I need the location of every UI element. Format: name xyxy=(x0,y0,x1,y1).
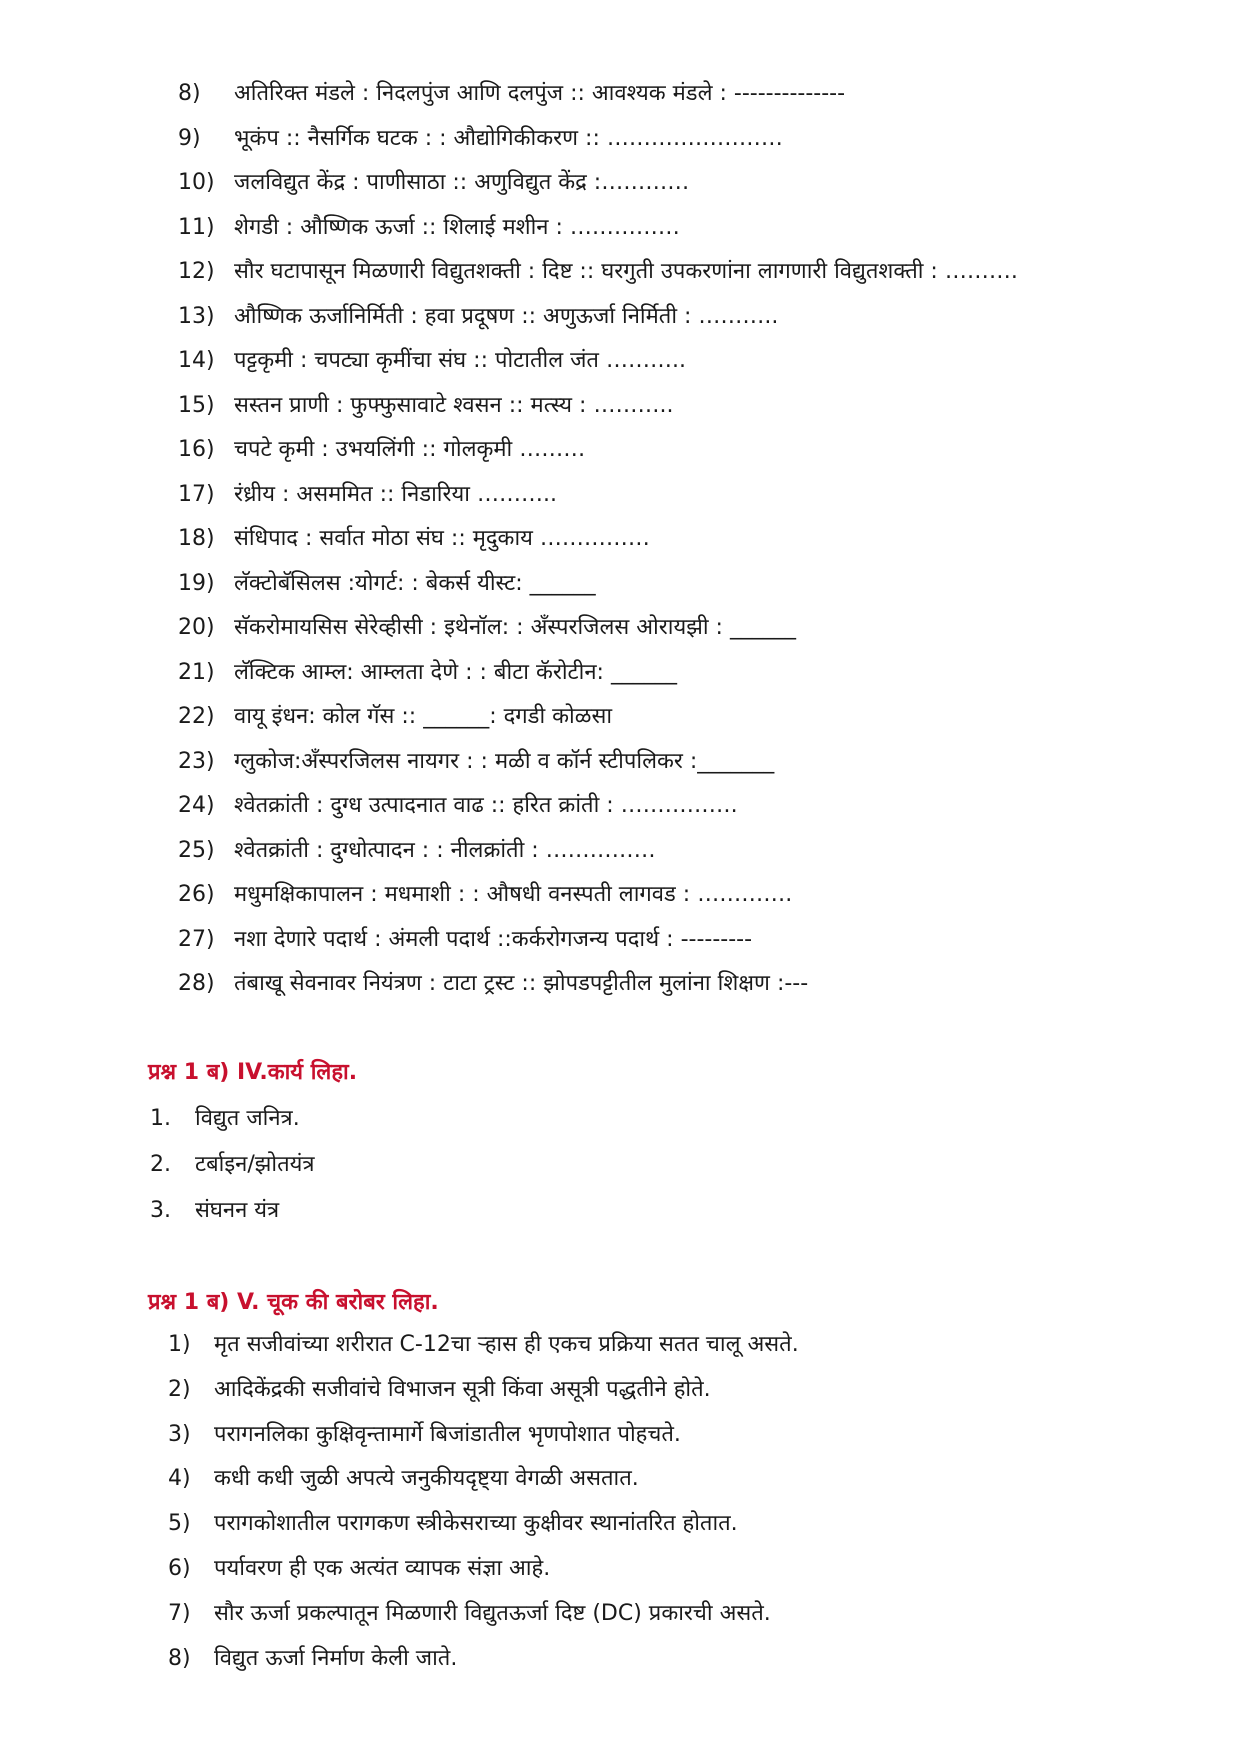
section-heading-v: प्रश्न 1 ब) V. चूक की बरोबर लिहा. xyxy=(148,1290,439,1315)
item-text: विद्युत ऊर्जा निर्माण केली जाते. xyxy=(214,1645,458,1671)
item-text: पट्टकृमी : चपट्या कृमींचा संघ :: पोटातील जंत ……….. xyxy=(234,348,686,373)
item-number: 6) xyxy=(168,1555,191,1581)
item-text: परागकोशातील परागकण स्त्रीकेसराच्या कुक्षीवर स्थानांतरित होतात. xyxy=(214,1511,738,1537)
item-text: रंध्रीय : असममित :: निडारिया ……….. xyxy=(234,481,557,507)
item-number: 13) xyxy=(178,303,215,329)
item-text: नशा देणारे पदार्थ : अंमली पदार्थ ::कर्करोगजन्य पदार्थ : --------- xyxy=(234,926,753,952)
item-text: परागनलिका कुक्षिवृन्तामार्गे बिजांडातील भृणपोशात पोहचते. xyxy=(214,1421,681,1447)
item-text: टर्बाइन/झोतयंत्र xyxy=(195,1152,315,1177)
item-number: 14) xyxy=(178,348,215,373)
item-number: 26) xyxy=(178,882,215,907)
item-number: 2) xyxy=(168,1376,191,1402)
item-number: 23) xyxy=(178,748,215,774)
item-text: संधिपाद : सर्वात मोठा संघ :: मृदुकाय …………… xyxy=(234,526,650,551)
item-text: श्वेतक्रांती : दुग्ध उत्पादनात वाढ :: हरित क्रांती : ……………. xyxy=(234,793,738,818)
section-heading-iv: प्रश्न 1 ब) IV.कार्य लिहा. xyxy=(148,1060,358,1085)
item-text: लॅक्टोबॅसिलस :योगर्ट: : बेकर्स यीस्ट: ______ xyxy=(234,570,596,596)
item-text: लॅक्टिक आम्ल: आम्लता देणे : : बीटा कॅरोटीन: ______ xyxy=(234,659,677,685)
item-number: 25) xyxy=(178,837,215,863)
item-number: 1) xyxy=(168,1332,191,1357)
item-number: 3) xyxy=(168,1421,191,1447)
item-text: आदिकेंद्रकी सजीवांचे विभाजन सूत्री किंवा असूत्री पद्धतीने होते. xyxy=(214,1376,711,1402)
item-number: 28) xyxy=(178,971,215,996)
item-number: 19) xyxy=(178,570,215,596)
item-text: चपटे कृमी : उभयलिंगी :: गोलकृमी ……… xyxy=(234,437,586,462)
item-text: शेगडी : औष्णिक ऊर्जा :: शिलाई मशीन : …………… xyxy=(234,214,680,240)
item-text: मृत सजीवांच्या शरीरात C-12चा ऱ्हास ही एकच प्रक्रिया सतत चालू असते. xyxy=(214,1332,799,1357)
item-number: 3. xyxy=(150,1198,171,1223)
item-number: 20) xyxy=(178,615,215,640)
item-number: 12) xyxy=(178,259,215,284)
item-text: संघनन यंत्र xyxy=(195,1198,280,1223)
item-text: जलविद्युत केंद्र : पाणीसाठा :: अणुविद्युत केंद्र :………… xyxy=(234,170,690,195)
item-number: 11) xyxy=(178,214,215,240)
item-number: 15) xyxy=(178,392,215,418)
item-text: श्वेतक्रांती : दुग्धोत्पादन : : नीलक्रांती : …………… xyxy=(234,837,656,863)
item-text: कधी कधी जुळी अपत्ये जनुकीयदृष्ट्या वेगळी असतात. xyxy=(214,1466,639,1492)
item-text: मधुमक्षिकापालन : मधमाशी : : औषधी वनस्पती लागवड : …………. xyxy=(234,882,793,907)
item-number: 9) xyxy=(178,125,201,151)
item-number: 8) xyxy=(178,81,201,106)
item-number: 21) xyxy=(178,659,215,685)
item-number: 17) xyxy=(178,481,215,507)
item-text: अतिरिक्त मंडले : निदलपुंज आणि दलपुंज :: आवश्यक मंडले : -------------- xyxy=(234,81,846,106)
item-number: 1. xyxy=(150,1106,171,1131)
item-number: 18) xyxy=(178,526,215,551)
item-number: 22) xyxy=(178,704,215,729)
item-number: 5) xyxy=(168,1511,191,1537)
item-text: सॅकरोमायसिस सेरेव्हीसी : इथेनॉल: : अँस्परजिलस ओरायझी : ______ xyxy=(234,615,796,640)
item-text: विद्युत जनित्र. xyxy=(195,1106,300,1131)
item-number: 4) xyxy=(168,1466,191,1492)
item-text: ग्लुकोज:अँस्परजिलस नायगर : : मळी व कॉर्न स्टीपलिकर :_______ xyxy=(234,748,775,774)
item-text: सस्तन प्राणी : फुफ्फुसावाटे श्वसन :: मत्स्य : ……….. xyxy=(234,392,674,418)
item-text: तंबाखू सेवनावर नियंत्रण : टाटा ट्रस्ट :: झोपडपट्टीतील मुलांना शिक्षण :--- xyxy=(234,971,809,996)
item-text: सौर ऊर्जा प्रकल्पातून मिळणारी विद्युतऊर्जा दिष्ट (DC) प्रकारची असते. xyxy=(214,1600,771,1626)
item-text: भूकंप :: नैसर्गिक घटक : : औद्योगिकीकरण :: …………………… xyxy=(234,125,783,151)
item-number: 2. xyxy=(150,1152,171,1177)
item-number: 27) xyxy=(178,926,215,952)
item-number: 16) xyxy=(178,437,215,462)
item-text: वायू इंधन: कोल गॅस :: ______: दगडी कोळसा xyxy=(234,704,613,729)
item-number: 24) xyxy=(178,793,215,818)
item-text: सौर घटापासून मिळणारी विद्युतशक्ती : दिष्ट :: घरगुती उपकरणांना लागणारी विद्युतशक्ती : ………. xyxy=(234,259,1018,284)
item-text: पर्यावरण ही एक अत्यंत व्यापक संज्ञा आहे. xyxy=(214,1555,551,1581)
item-number: 7) xyxy=(168,1600,191,1626)
item-number: 10) xyxy=(178,170,215,195)
item-text: औष्णिक ऊर्जानिर्मिती : हवा प्रदूषण :: अणुऊर्जा निर्मिती : ……….. xyxy=(234,303,779,329)
item-number: 8) xyxy=(168,1645,191,1671)
